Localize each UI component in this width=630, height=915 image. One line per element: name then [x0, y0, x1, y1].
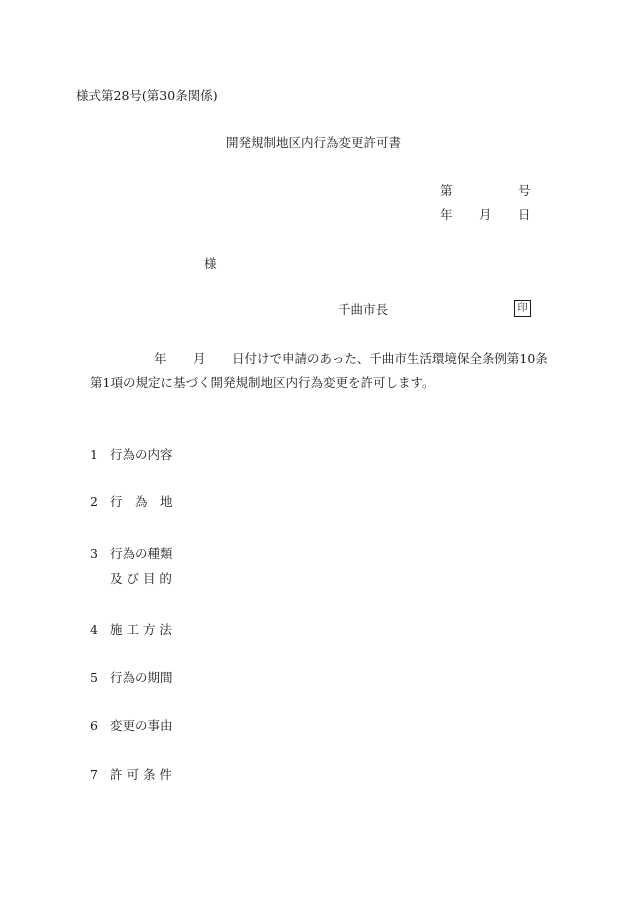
item-label-content: 行為の内容 — [110, 447, 173, 462]
reference-number-prefix: 第 — [440, 183, 453, 198]
item-label-type: 行為の種類 — [110, 546, 173, 561]
item-number: 2 — [90, 494, 98, 509]
item-number: 1 — [90, 447, 98, 462]
item-label-method: 施 工 方 法 — [110, 622, 172, 637]
reference-number-suffix: 号 — [518, 183, 531, 198]
item-label-purpose: 及 び 目 的 — [110, 571, 172, 586]
body-month-label: 月 — [193, 351, 206, 366]
item-label-conditions: 許 可 条 件 — [110, 767, 172, 782]
addressee-honorific: 様 — [204, 256, 217, 271]
document-title: 開発規制地区内行為変更許可書 — [226, 135, 402, 150]
date-month-label: 月 — [479, 207, 492, 222]
body-text-line1: 日付けで申請のあった、千曲市生活環境保全条例第10条 — [232, 351, 548, 366]
body-text-line2: 第1項の規定に基づく開発規制地区内行為変更を許可します。 — [90, 375, 435, 390]
item-label-site: 行 為 地 — [110, 494, 173, 509]
date-year-label: 年 — [440, 207, 453, 222]
item-number: 4 — [90, 622, 98, 637]
item-number: 3 — [90, 546, 98, 561]
body-year-label: 年 — [154, 351, 167, 366]
item-label-reason: 変更の事由 — [110, 718, 173, 733]
item-number: 7 — [90, 767, 98, 782]
item-label-period: 行為の期間 — [110, 670, 173, 685]
form-number: 様式第28号(第30条関係) — [76, 88, 218, 103]
item-number: 5 — [90, 670, 98, 685]
issuer-name: 千曲市長 — [338, 302, 389, 317]
date-day-label: 日 — [518, 207, 531, 222]
seal-stamp: 印 — [514, 300, 531, 317]
item-number: 6 — [90, 718, 98, 733]
